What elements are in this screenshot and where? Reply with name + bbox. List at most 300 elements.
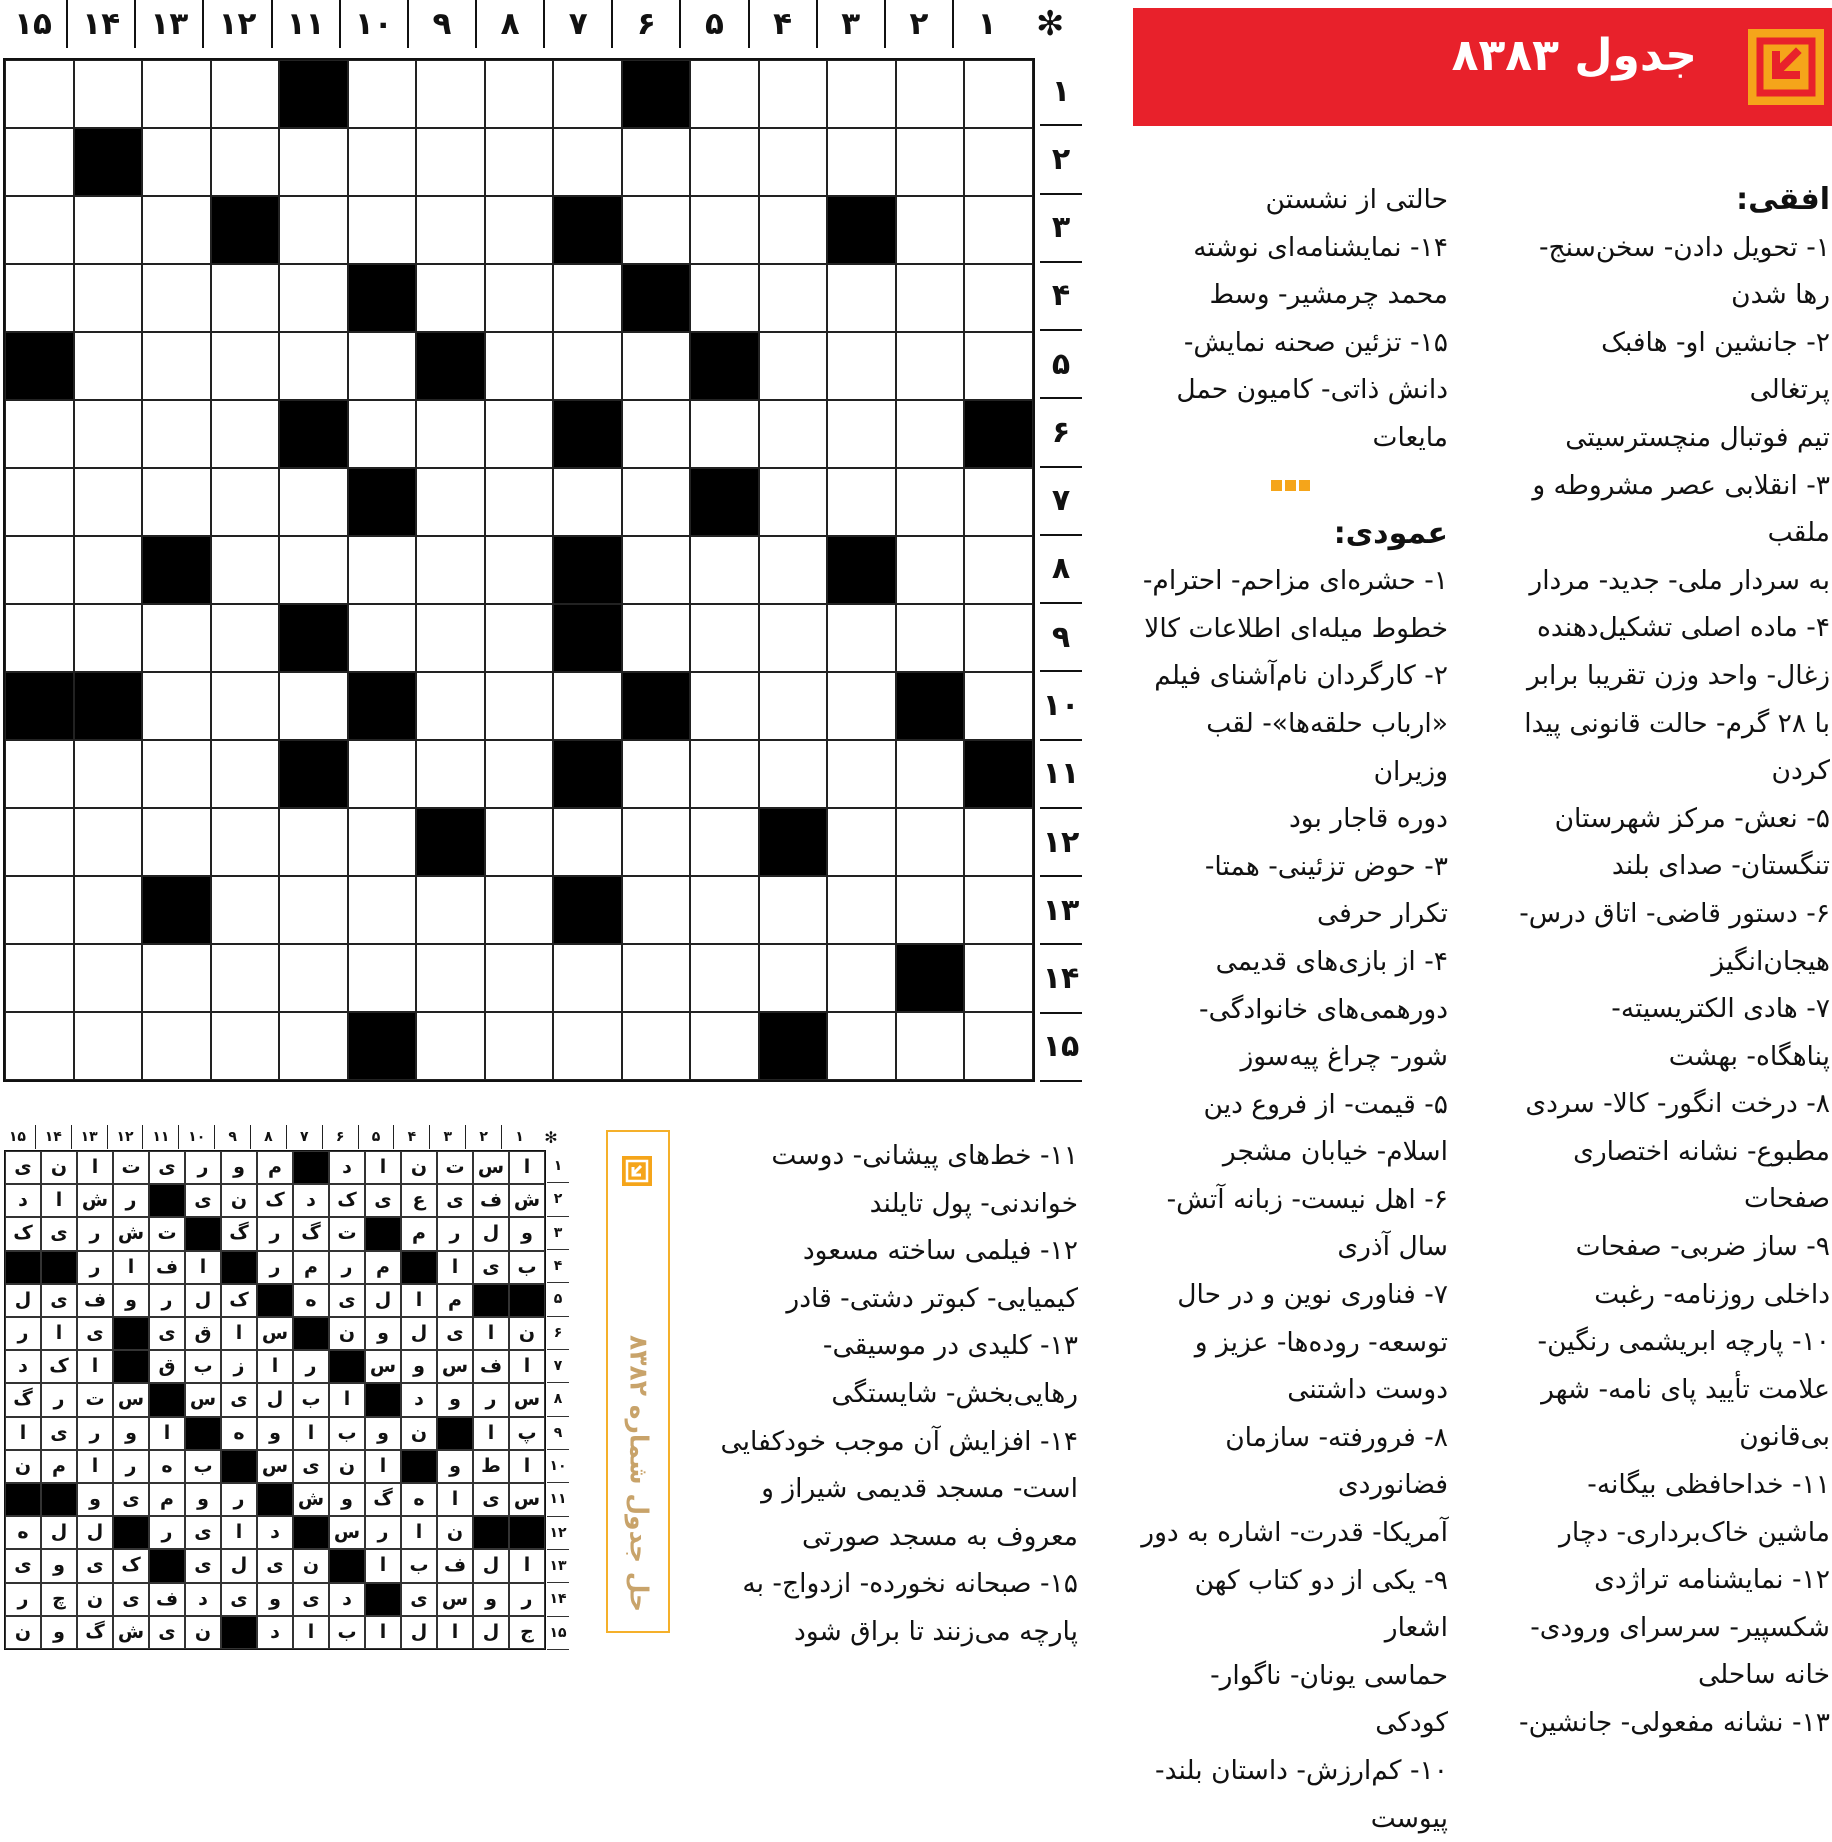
answer-cell[interactable]: [622, 876, 691, 944]
answer-cell[interactable]: [211, 332, 280, 400]
answer-cell[interactable]: [485, 808, 554, 876]
solution-letter: ن: [509, 1317, 545, 1350]
solution-letter: ل: [473, 1616, 509, 1649]
answer-cell[interactable]: [74, 808, 143, 876]
answer-cell[interactable]: [622, 944, 691, 1012]
answer-cell[interactable]: [896, 1012, 965, 1080]
answer-cell[interactable]: [142, 128, 211, 196]
answer-cell[interactable]: [485, 128, 554, 196]
answer-cell[interactable]: [896, 264, 965, 332]
solution-black-cell: [329, 1549, 365, 1582]
answer-cell[interactable]: [211, 264, 280, 332]
answer-cell[interactable]: [279, 808, 348, 876]
clue-line: ۱۴- نمایشنامه‌ای نوشته: [1193, 231, 1448, 263]
answer-cell[interactable]: [690, 128, 759, 196]
solution-row-number: ۱۲: [547, 1517, 569, 1550]
solution-letter: ک: [257, 1184, 293, 1217]
solution-letter: ی: [5, 1151, 41, 1184]
solution-letter: و: [365, 1417, 401, 1450]
answer-cell[interactable]: [5, 128, 74, 196]
answer-cell[interactable]: [5, 876, 74, 944]
row-number: ۹: [1040, 604, 1082, 672]
solution-letter: د: [401, 1383, 437, 1416]
answer-cell[interactable]: [348, 400, 417, 468]
answer-cell[interactable]: [279, 468, 348, 536]
answer-cell[interactable]: [964, 672, 1033, 740]
answer-cell[interactable]: [485, 264, 554, 332]
clue-line: تیم فوتبال منچسترسیتی: [1565, 421, 1830, 453]
answer-cell[interactable]: [553, 808, 622, 876]
answer-cell[interactable]: [279, 536, 348, 604]
clue-line: مایعات: [1372, 421, 1448, 453]
solution-letter: ن: [185, 1616, 221, 1649]
answer-cell[interactable]: [759, 876, 828, 944]
solution-black-cell: [293, 1516, 329, 1549]
answer-cell[interactable]: [896, 332, 965, 400]
clue-line: ۱۰- پارچه ابریشمی رنگین-: [1537, 1326, 1830, 1358]
answer-cell[interactable]: [553, 332, 622, 400]
answer-cell[interactable]: [416, 740, 485, 808]
answer-cell[interactable]: [553, 944, 622, 1012]
clue-line: دانش ذاتی- کامیون حمل: [1176, 374, 1448, 406]
answer-cell[interactable]: [759, 604, 828, 672]
solution-black-cell: [401, 1251, 437, 1284]
answer-cell[interactable]: [211, 808, 280, 876]
solution-black-cell: [149, 1184, 185, 1217]
answer-cell[interactable]: [485, 536, 554, 604]
solution-column-number: ۶: [322, 1125, 358, 1149]
answer-cell[interactable]: [5, 604, 74, 672]
column-number: ۱۳: [134, 0, 202, 48]
answer-cell[interactable]: [74, 944, 143, 1012]
answer-cell[interactable]: [964, 264, 1033, 332]
answer-cell[interactable]: [142, 468, 211, 536]
answer-cell[interactable]: [74, 400, 143, 468]
row-number: ۷: [1040, 468, 1082, 536]
answer-cell[interactable]: [348, 536, 417, 604]
answer-cell[interactable]: [142, 1012, 211, 1080]
answer-cell[interactable]: [279, 128, 348, 196]
answer-cell[interactable]: [74, 740, 143, 808]
answer-cell[interactable]: [5, 808, 74, 876]
solution-column-number: ۴: [393, 1125, 429, 1149]
answer-cell[interactable]: [622, 536, 691, 604]
row-number: ۳: [1040, 195, 1082, 263]
answer-cell[interactable]: [690, 604, 759, 672]
answer-cell[interactable]: [553, 1012, 622, 1080]
answer-cell[interactable]: [964, 808, 1033, 876]
answer-cell[interactable]: [416, 876, 485, 944]
answer-cell[interactable]: [485, 1012, 554, 1080]
solution-letter: ن: [77, 1583, 113, 1616]
answer-cell[interactable]: [690, 672, 759, 740]
answer-cell[interactable]: [348, 604, 417, 672]
answer-cell[interactable]: [896, 536, 965, 604]
solution-letter: د: [257, 1516, 293, 1549]
answer-cell[interactable]: [759, 468, 828, 536]
answer-cell[interactable]: [759, 400, 828, 468]
answer-cell[interactable]: [485, 400, 554, 468]
answer-cell[interactable]: [348, 196, 417, 264]
answer-cell[interactable]: [211, 876, 280, 944]
solution-letter: پ: [509, 1417, 545, 1450]
solution-letter: ن: [401, 1417, 437, 1450]
answer-cell[interactable]: [211, 1012, 280, 1080]
solution-black-cell: [509, 1284, 545, 1317]
answer-cell[interactable]: [416, 672, 485, 740]
answer-cell[interactable]: [211, 128, 280, 196]
answer-cell[interactable]: [142, 672, 211, 740]
solution-letter: د: [5, 1350, 41, 1383]
solution-letter: م: [365, 1251, 401, 1284]
answer-cell[interactable]: [690, 808, 759, 876]
answer-cell[interactable]: [211, 740, 280, 808]
answer-cell[interactable]: [690, 536, 759, 604]
solution-letter: ش: [293, 1483, 329, 1516]
answer-cell[interactable]: [827, 944, 896, 1012]
answer-cell[interactable]: [827, 876, 896, 944]
answer-cell[interactable]: [416, 60, 485, 128]
answer-cell[interactable]: [553, 128, 622, 196]
answer-cell[interactable]: [74, 196, 143, 264]
solution-letter: ی: [149, 1616, 185, 1649]
solution-letter: ه: [5, 1516, 41, 1549]
answer-cell[interactable]: [622, 1012, 691, 1080]
solution-letter: س: [509, 1383, 545, 1416]
answer-cell[interactable]: [416, 196, 485, 264]
answer-cell[interactable]: [279, 672, 348, 740]
answer-cell[interactable]: [553, 468, 622, 536]
solution-letter: ی: [293, 1583, 329, 1616]
answer-cell[interactable]: [485, 196, 554, 264]
answer-cell[interactable]: [279, 332, 348, 400]
answer-cell[interactable]: [5, 400, 74, 468]
answer-cell[interactable]: [142, 604, 211, 672]
answer-cell[interactable]: [485, 332, 554, 400]
solution-letter: گ: [365, 1483, 401, 1516]
answer-cell[interactable]: [5, 468, 74, 536]
answer-cell[interactable]: [416, 944, 485, 1012]
answer-cell[interactable]: [279, 1012, 348, 1080]
answer-cell[interactable]: [690, 876, 759, 944]
clue-line: ۱۲- نمایشنامه تراژدی: [1594, 1564, 1830, 1596]
solution-black-cell: [329, 1350, 365, 1383]
answer-cell[interactable]: [5, 264, 74, 332]
solution-letter: د: [293, 1184, 329, 1217]
answer-cell[interactable]: [279, 944, 348, 1012]
answer-cell[interactable]: [964, 128, 1033, 196]
answer-cell[interactable]: [964, 944, 1033, 1012]
answer-cell[interactable]: [964, 1012, 1033, 1080]
solution-black-cell: [185, 1217, 221, 1250]
black-cell: [348, 264, 417, 332]
answer-cell[interactable]: [964, 876, 1033, 944]
answer-cell[interactable]: [74, 332, 143, 400]
answer-cell[interactable]: [485, 740, 554, 808]
answer-cell[interactable]: [211, 672, 280, 740]
answer-cell[interactable]: [142, 60, 211, 128]
answer-cell[interactable]: [142, 944, 211, 1012]
solution-letter: و: [473, 1583, 509, 1616]
answer-cell[interactable]: [622, 332, 691, 400]
solution-column-number: ۹: [214, 1125, 250, 1149]
solution-letter: س: [365, 1350, 401, 1383]
answer-cell[interactable]: [622, 196, 691, 264]
answer-cell[interactable]: [759, 944, 828, 1012]
answer-cell[interactable]: [964, 536, 1033, 604]
answer-cell[interactable]: [279, 264, 348, 332]
solution-letter: و: [185, 1483, 221, 1516]
answer-cell[interactable]: [142, 400, 211, 468]
answer-cell[interactable]: [827, 264, 896, 332]
answer-cell[interactable]: [5, 196, 74, 264]
solution-letter: ک: [5, 1217, 41, 1250]
answer-cell[interactable]: [622, 400, 691, 468]
solution-letter: ن: [329, 1450, 365, 1483]
solution-letter: و: [113, 1284, 149, 1317]
solution-letter: ا: [293, 1417, 329, 1450]
answer-cell[interactable]: [759, 740, 828, 808]
answer-cell[interactable]: [74, 1012, 143, 1080]
answer-cell[interactable]: [279, 876, 348, 944]
answer-cell[interactable]: [827, 1012, 896, 1080]
solution-letter: ا: [41, 1184, 77, 1217]
solution-letter: ر: [77, 1217, 113, 1250]
crossword-grid[interactable]: [3, 58, 1035, 1082]
solution-letter: ا: [221, 1317, 257, 1350]
answer-cell[interactable]: [759, 536, 828, 604]
solution-black-cell: [473, 1516, 509, 1549]
answer-cell[interactable]: [485, 876, 554, 944]
solution-letter: ل: [401, 1317, 437, 1350]
answer-cell[interactable]: [553, 264, 622, 332]
answer-cell[interactable]: [142, 332, 211, 400]
answer-cell[interactable]: [416, 400, 485, 468]
answer-cell[interactable]: [759, 264, 828, 332]
solution-letter: س: [257, 1317, 293, 1350]
answer-cell[interactable]: [964, 196, 1033, 264]
solution-letter: ا: [113, 1251, 149, 1284]
answer-cell[interactable]: [827, 332, 896, 400]
answer-cell[interactable]: [5, 944, 74, 1012]
row-number: ۵: [1040, 331, 1082, 399]
solution-letter: ی: [329, 1284, 365, 1317]
answer-cell[interactable]: [74, 876, 143, 944]
solution-letter: ن: [437, 1516, 473, 1549]
black-cell: [553, 400, 622, 468]
answer-cell[interactable]: [74, 468, 143, 536]
answer-cell[interactable]: [622, 740, 691, 808]
black-cell: [759, 808, 828, 876]
answer-cell[interactable]: [416, 468, 485, 536]
black-cell: [279, 740, 348, 808]
answer-cell[interactable]: [690, 196, 759, 264]
answer-cell[interactable]: [964, 332, 1033, 400]
answer-cell[interactable]: [348, 128, 417, 196]
answer-cell[interactable]: [348, 740, 417, 808]
answer-cell[interactable]: [348, 60, 417, 128]
solution-column-number: ۱: [501, 1125, 537, 1149]
black-cell: [348, 468, 417, 536]
answer-cell[interactable]: [142, 740, 211, 808]
answer-cell[interactable]: [142, 264, 211, 332]
answer-cell[interactable]: [211, 468, 280, 536]
answer-cell[interactable]: [622, 604, 691, 672]
answer-cell[interactable]: [896, 740, 965, 808]
answer-cell[interactable]: [896, 60, 965, 128]
answer-cell[interactable]: [827, 808, 896, 876]
answer-cell[interactable]: [896, 808, 965, 876]
answer-cell[interactable]: [896, 400, 965, 468]
solution-letter: س: [329, 1516, 365, 1549]
solution-letter: س: [473, 1151, 509, 1184]
answer-cell[interactable]: [416, 604, 485, 672]
answer-cell[interactable]: [348, 944, 417, 1012]
answer-cell[interactable]: [690, 60, 759, 128]
answer-cell[interactable]: [211, 604, 280, 672]
answer-cell[interactable]: [416, 264, 485, 332]
column-number: ۱۴: [66, 0, 134, 48]
answer-cell[interactable]: [142, 196, 211, 264]
solution-letter: و: [113, 1417, 149, 1450]
solution-letter: م: [257, 1151, 293, 1184]
solution-letter: ی: [365, 1184, 401, 1217]
puzzle-title: جدول ۸۳۸۳: [1451, 30, 1697, 81]
answer-cell[interactable]: [964, 468, 1033, 536]
answer-cell[interactable]: [827, 400, 896, 468]
solution-row-number: ۱۳: [547, 1550, 569, 1583]
answer-cell[interactable]: [553, 60, 622, 128]
solution-letter: ا: [77, 1450, 113, 1483]
solution-letter: ا: [149, 1417, 185, 1450]
answer-cell[interactable]: [348, 876, 417, 944]
answer-cell[interactable]: [416, 536, 485, 604]
column-number: ۱: [952, 0, 1020, 48]
answer-cell[interactable]: [896, 468, 965, 536]
answer-cell[interactable]: [759, 672, 828, 740]
answer-cell[interactable]: [690, 264, 759, 332]
solution-letter: ی: [113, 1583, 149, 1616]
solution-black-cell: [5, 1251, 41, 1284]
title-bar: [1133, 8, 1832, 126]
answer-cell[interactable]: [759, 332, 828, 400]
answer-cell[interactable]: [485, 468, 554, 536]
answer-cell[interactable]: [896, 128, 965, 196]
answer-cell[interactable]: [416, 1012, 485, 1080]
answer-cell[interactable]: [74, 536, 143, 604]
answer-cell[interactable]: [827, 672, 896, 740]
answer-cell[interactable]: [74, 60, 143, 128]
solution-letter: ا: [473, 1417, 509, 1450]
answer-cell[interactable]: [142, 808, 211, 876]
clue-line: ۸- فرورفته- سازمان فضانوردی: [1225, 1421, 1448, 1501]
answer-cell[interactable]: [5, 1012, 74, 1080]
answer-cell[interactable]: [211, 536, 280, 604]
answer-cell[interactable]: [690, 944, 759, 1012]
solution-letter: ی: [41, 1217, 77, 1250]
answer-cell[interactable]: [211, 60, 280, 128]
answer-cell[interactable]: [690, 740, 759, 808]
solution-letter: د: [329, 1583, 365, 1616]
answer-cell[interactable]: [827, 604, 896, 672]
answer-cell[interactable]: [485, 60, 554, 128]
answer-cell[interactable]: [211, 944, 280, 1012]
answer-cell[interactable]: [690, 400, 759, 468]
solution-black-cell: [293, 1151, 329, 1184]
answer-cell[interactable]: [5, 740, 74, 808]
answer-cell[interactable]: [5, 536, 74, 604]
column-number: ۴: [748, 0, 816, 48]
answer-cell[interactable]: [759, 60, 828, 128]
solution-label: حل جدول شماره ۸۳۸۲: [624, 1334, 654, 1612]
solution-letter: ی: [185, 1516, 221, 1549]
solution-letter: ش: [509, 1184, 545, 1217]
black-cell: [142, 536, 211, 604]
clue-line: ۲- جانشین او- هافبک پرتغالی: [1601, 326, 1830, 406]
answer-cell[interactable]: [485, 944, 554, 1012]
answer-cell[interactable]: [279, 196, 348, 264]
answer-cell[interactable]: [690, 1012, 759, 1080]
row-number: ۱۳: [1040, 877, 1082, 945]
answer-cell[interactable]: [622, 468, 691, 536]
answer-cell[interactable]: [827, 60, 896, 128]
solution-letter: ر: [77, 1251, 113, 1284]
answer-cell[interactable]: [553, 672, 622, 740]
answer-cell[interactable]: [759, 128, 828, 196]
solution-black-cell: [41, 1483, 77, 1516]
answer-cell[interactable]: [211, 400, 280, 468]
answer-cell[interactable]: [827, 740, 896, 808]
answer-cell[interactable]: [896, 196, 965, 264]
black-cell: [5, 332, 74, 400]
column-number: ۸: [475, 0, 543, 48]
answer-cell[interactable]: [5, 60, 74, 128]
black-cell: [74, 672, 143, 740]
answer-cell[interactable]: [485, 604, 554, 672]
solution-letter: گ: [77, 1616, 113, 1649]
answer-cell[interactable]: [827, 468, 896, 536]
solution-row-number: ۹: [547, 1417, 569, 1450]
answer-cell[interactable]: [416, 128, 485, 196]
solution-letter: ر: [437, 1217, 473, 1250]
solution-letter: ی: [293, 1450, 329, 1483]
answer-cell[interactable]: [964, 60, 1033, 128]
answer-cell[interactable]: [74, 264, 143, 332]
answer-cell[interactable]: [348, 332, 417, 400]
clue-line: دوست داشتنی: [1287, 1374, 1448, 1406]
answer-cell[interactable]: [964, 604, 1033, 672]
solution-letter: ب: [185, 1350, 221, 1383]
answer-cell[interactable]: [759, 196, 828, 264]
answer-cell[interactable]: [74, 604, 143, 672]
main-column-numbers: [0, 0, 1080, 48]
solution-letter: د: [5, 1184, 41, 1217]
solution-letter: ت: [329, 1217, 365, 1250]
solution-letter: ا: [365, 1450, 401, 1483]
solution-letter: ا: [293, 1616, 329, 1649]
answer-cell[interactable]: [827, 128, 896, 196]
answer-cell[interactable]: [896, 604, 965, 672]
solution-letter: ب: [293, 1383, 329, 1416]
answer-cell[interactable]: [622, 128, 691, 196]
solution-letter: ب: [185, 1450, 221, 1483]
column-number: ۶: [611, 0, 679, 48]
answer-cell[interactable]: [485, 672, 554, 740]
solution-letter: ی: [113, 1483, 149, 1516]
answer-cell[interactable]: [622, 808, 691, 876]
answer-cell[interactable]: [896, 876, 965, 944]
answer-cell[interactable]: [348, 808, 417, 876]
